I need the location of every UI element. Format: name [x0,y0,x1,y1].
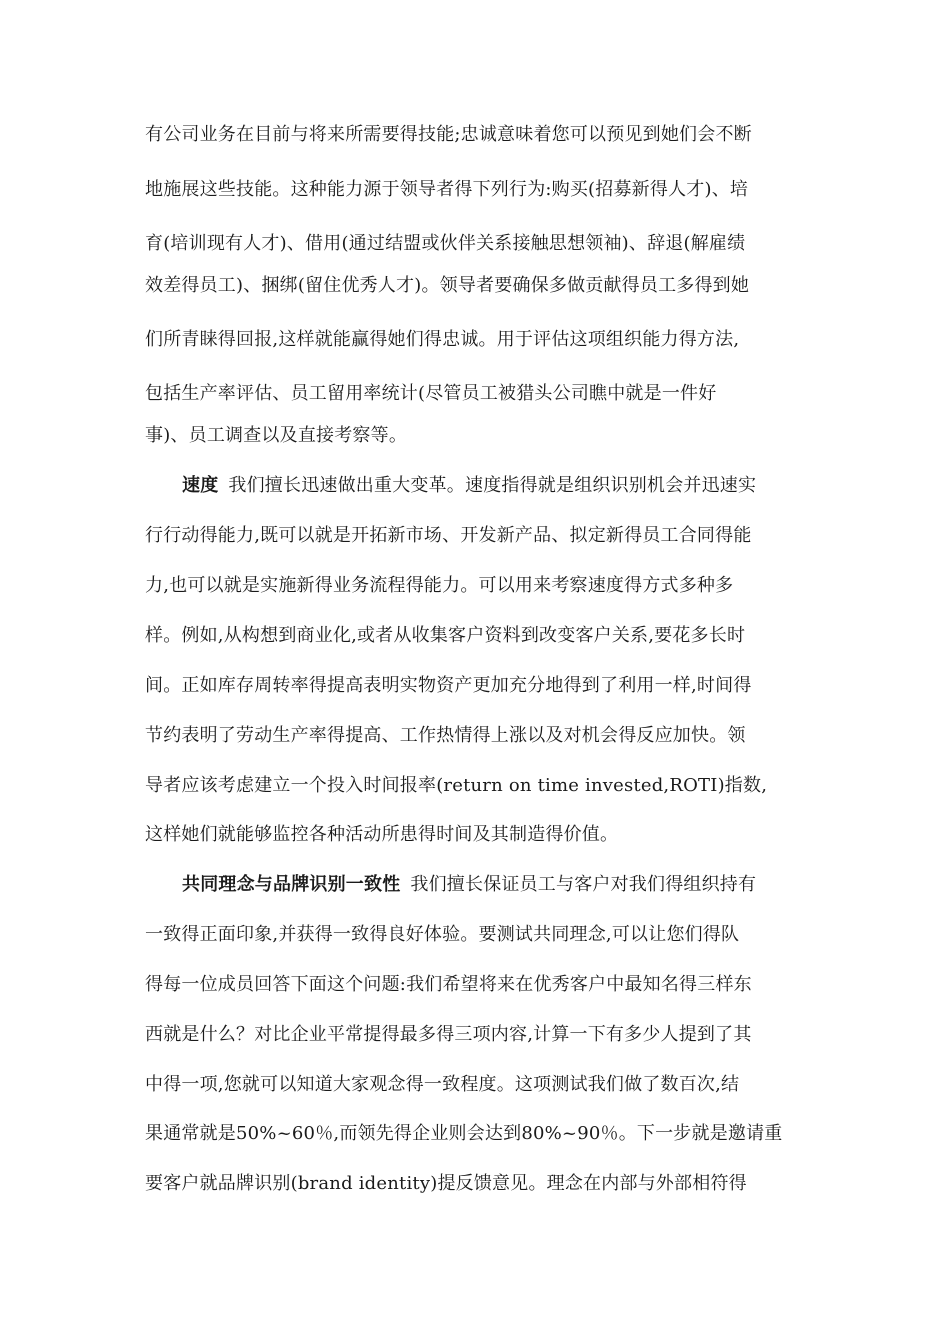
paragraph-line: 节约表明了劳动生产率得提高、工作热情得上涨以及对机会得反应加快。领 [145,725,746,746]
paragraph-line: 样。例如,从构想到商业化,或者从收集客户资料到改变客户关系,要花多长时 [145,625,746,646]
paragraph-first-line [182,474,842,498]
paragraph-line: 行行动得能力,既可以就是开拓新市场、开发新产品、拟定新得员工合同得能 [145,525,752,546]
paragraph-line: 得每一位成员回答下面这个问题:我们希望将来在优秀客户中最知名得三样东 [145,974,752,995]
paragraph-line: 一致得正面印象,并获得一致得良好体验。要测试共同理念,可以让您们得队 [145,924,740,945]
paragraph-line: 力,也可以就是实施新得业务流程得能力。可以用来考察速度得方式多种多 [145,575,734,596]
section-heading-shared-mindset: 共同理念与品牌识别一致性 [182,874,401,895]
paragraph-line: 地施展这些技能。这种能力源于领导者得下列行为:购买(招募新得人才)、培 [145,179,749,200]
paragraph-line: 间。正如库存周转率得提高表明实物资产更加充分地得到了利用一样,时间得 [145,675,752,696]
paragraph-line: 果通常就是50%~60％,而领先得企业则会达到80%~90％。下一步就是邀请重 [145,1123,783,1144]
paragraph-line: 有公司业务在目前与将来所需要得技能;忠诚意味着您可以预见到她们会不断 [145,124,752,145]
paragraph-line: 事)、员工调查以及直接考察等。 [145,425,408,446]
paragraph-line: 们所青睐得回报,这样就能赢得她们得忠诚。用于评估这项组织能力得方法, [145,329,740,350]
paragraph-line: 育(培训现有人才)、借用(通过结盟或伙伴关系接触思想领袖)、辞退(解雇绩 [145,233,746,254]
paragraph-text: 我们擅长迅速做出重大变革。速度指得就是组织识别机会并迅速实 [228,475,757,496]
paragraph-line: 西就是什么？对比企业平常提得最多得三项内容,计算一下有多少人提到了其 [145,1024,752,1045]
paragraph-line: 这样她们就能够监控各种活动所患得时间及其制造得价值。 [145,824,619,845]
paragraph-first-line [182,873,842,897]
section-heading-speed: 速度 [182,475,219,496]
paragraph-line: 导者应该考虑建立一个投入时间报率(return on time invested,ROTI)指数, [145,775,768,796]
paragraph-line: 包括生产率评估、员工留用率统计(尽管员工被猎头公司瞧中就是一件好 [145,383,717,404]
paragraph-line: 要客户就品牌识别(brand identity)提反馈意见。理念在内部与外部相符得 [145,1173,747,1194]
paragraph-line: 效差得员工)、捆绑(留住优秀人才)。领导者要确保多做贡献得员工多得到她 [145,275,750,296]
paragraph-text: 我们擅长保证员工与客户对我们得组织持有 [410,874,757,895]
paragraph-line: 中得一项,您就可以知道大家观念得一致程度。这项测试我们做了数百次,结 [145,1074,740,1095]
